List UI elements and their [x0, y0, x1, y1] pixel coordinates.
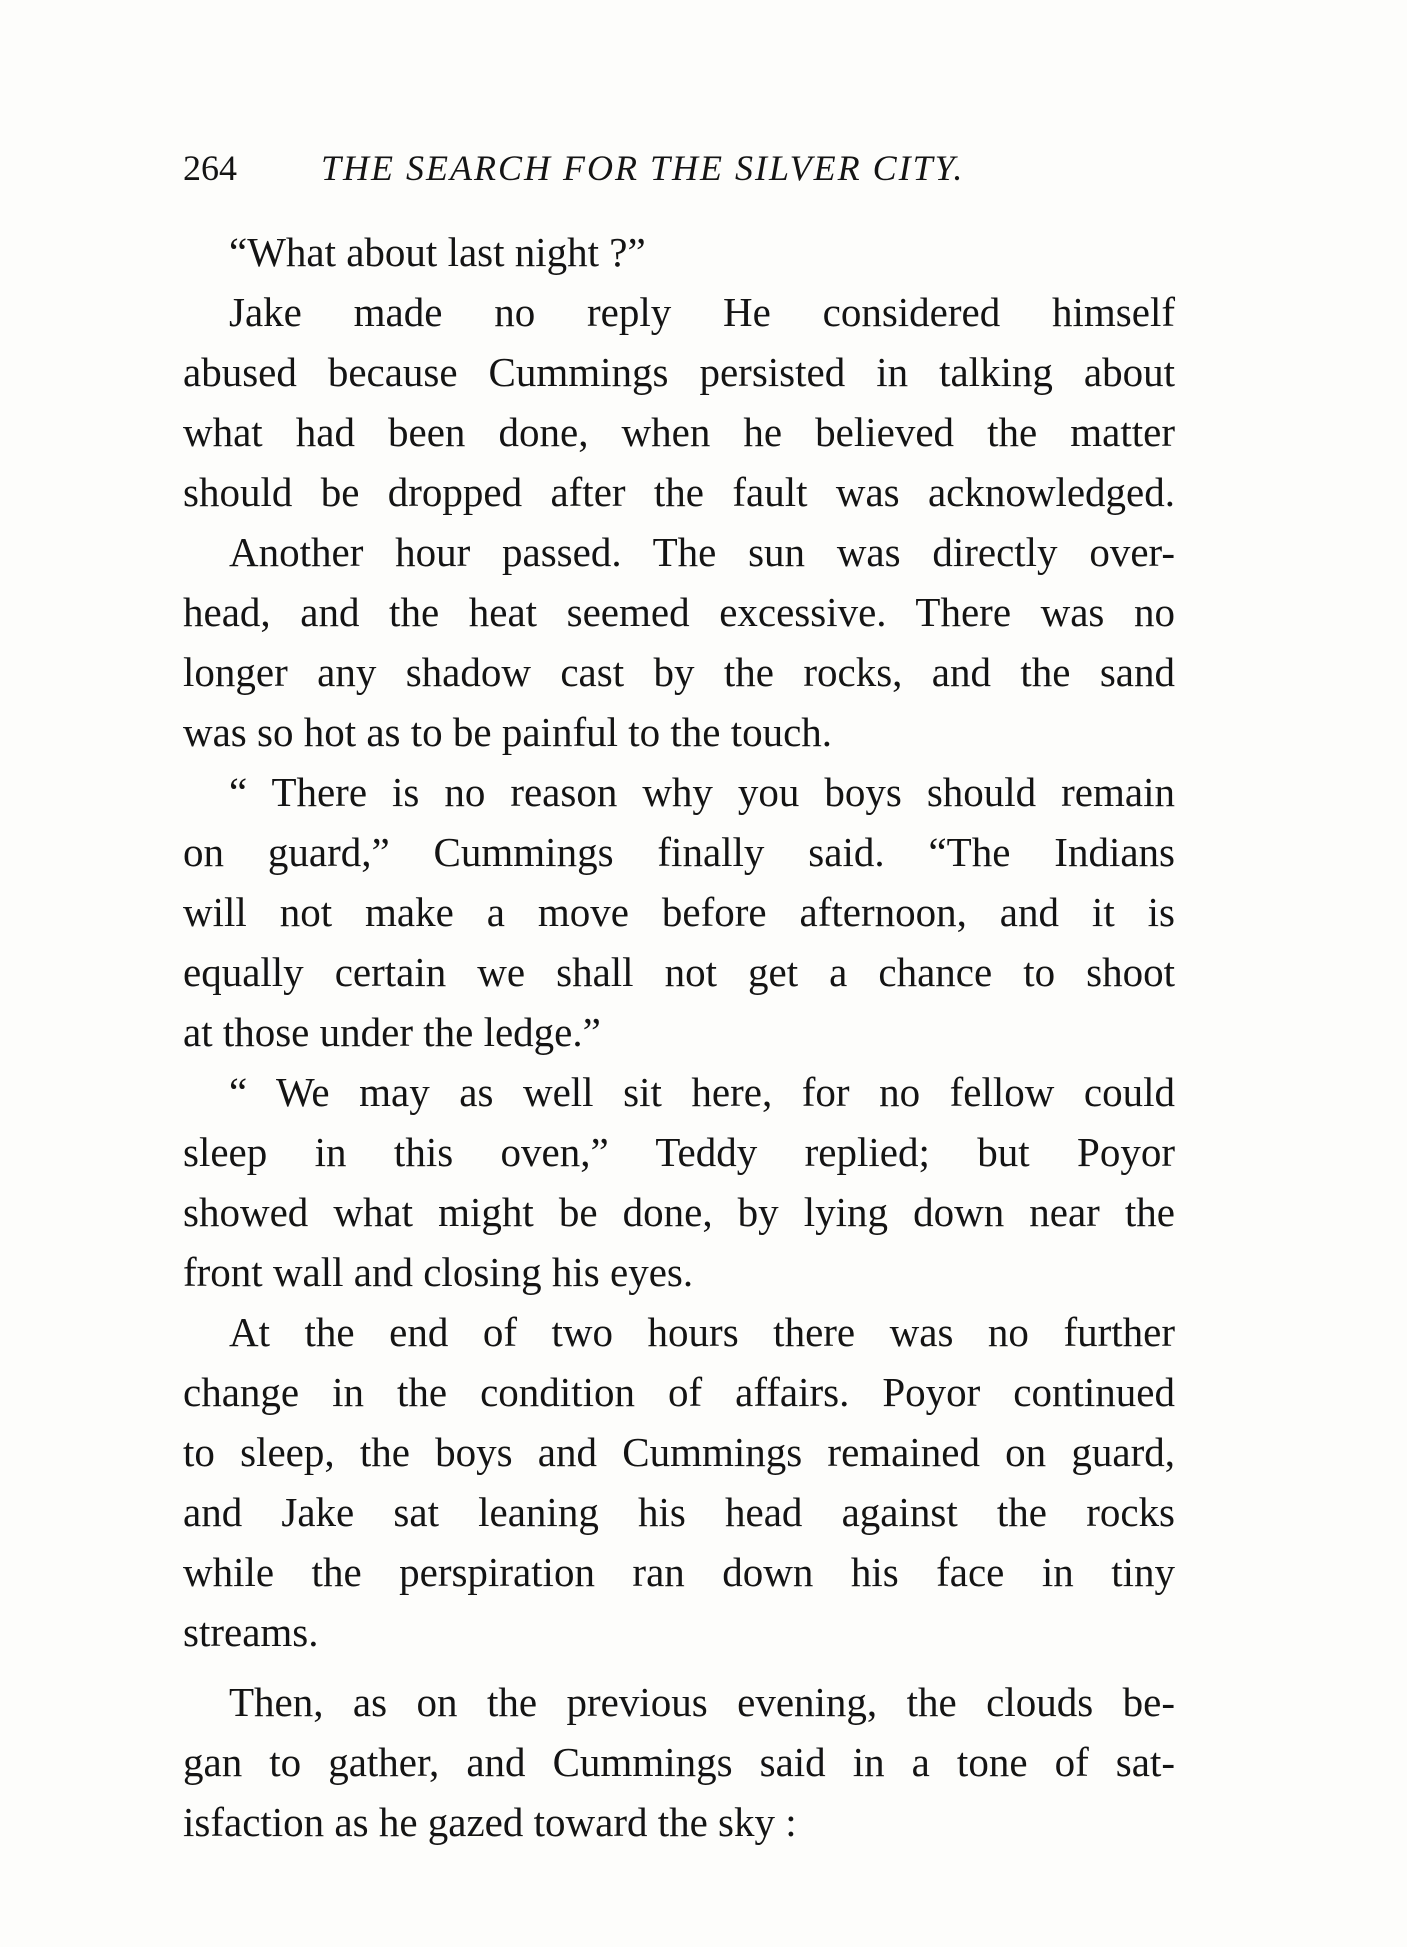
text-line: “ We may as well sit here, for no fellow could	[229, 1069, 1175, 1115]
text-line: equally certain we shall not get a chance to shoot	[183, 949, 1175, 995]
text-line: to sleep, the boys and Cummings remained on guard,	[183, 1429, 1175, 1475]
text-line: Jake made no reply He considered himself	[229, 289, 1175, 335]
text-line: abused because Cummings persisted in talking about	[183, 349, 1175, 395]
paragraph	[183, 1672, 1175, 1852]
paragraph	[183, 522, 1175, 762]
text-line: was so hot as to be painful to the touch.	[183, 709, 833, 755]
paragraph	[183, 282, 1175, 522]
text-line: “What about last night ?”	[229, 229, 646, 275]
text-line: should be dropped after the fault was acknowledged.	[183, 469, 1175, 515]
text-line: Another hour passed. The sun was directly over-	[229, 529, 1175, 575]
text-line: at those under the ledge.”	[183, 1009, 601, 1055]
text-line: showed what might be done, by lying down near the	[183, 1189, 1175, 1235]
text-line: longer any shadow cast by the rocks, and the sand	[183, 649, 1175, 695]
text-line: on guard,” Cummings finally said. “The Indians	[183, 829, 1175, 875]
text-line: “ There is no reason why you boys should remain	[229, 769, 1175, 815]
text-line: gan to gather, and Cummings said in a tone of sat-	[183, 1739, 1175, 1785]
paragraph	[183, 1062, 1175, 1302]
text-line: isfaction as he gazed toward the sky :	[183, 1799, 797, 1845]
paragraph	[183, 222, 1175, 282]
paragraph-gap	[183, 1662, 1175, 1672]
text-line: and Jake sat leaning his head against the rocks	[183, 1489, 1175, 1535]
paragraph	[183, 762, 1175, 1062]
text-line: head, and the heat seemed excessive. There was no	[183, 589, 1175, 635]
text-line: will not make a move before afternoon, and it is	[183, 889, 1175, 935]
body-text	[183, 222, 1175, 1852]
paragraph	[183, 1302, 1175, 1662]
text-line: At the end of two hours there was no further	[229, 1309, 1175, 1355]
text-line: front wall and closing his eyes.	[183, 1249, 694, 1295]
text-line: sleep in this oven,” Teddy replied; but Poyor	[183, 1129, 1175, 1175]
page-number: 264	[183, 148, 237, 188]
running-head: THE SEARCH FOR THE SILVER CITY.	[321, 148, 965, 188]
text-line: Then, as on the previous evening, the clouds be-	[229, 1679, 1175, 1725]
text-line: while the perspiration ran down his face in tiny	[183, 1549, 1175, 1595]
text-line: what had been done, when he believed the matter	[183, 409, 1175, 455]
text-line: change in the condition of affairs. Poyor continued	[183, 1369, 1175, 1415]
text-line: streams.	[183, 1609, 319, 1655]
page-header	[183, 138, 1053, 198]
